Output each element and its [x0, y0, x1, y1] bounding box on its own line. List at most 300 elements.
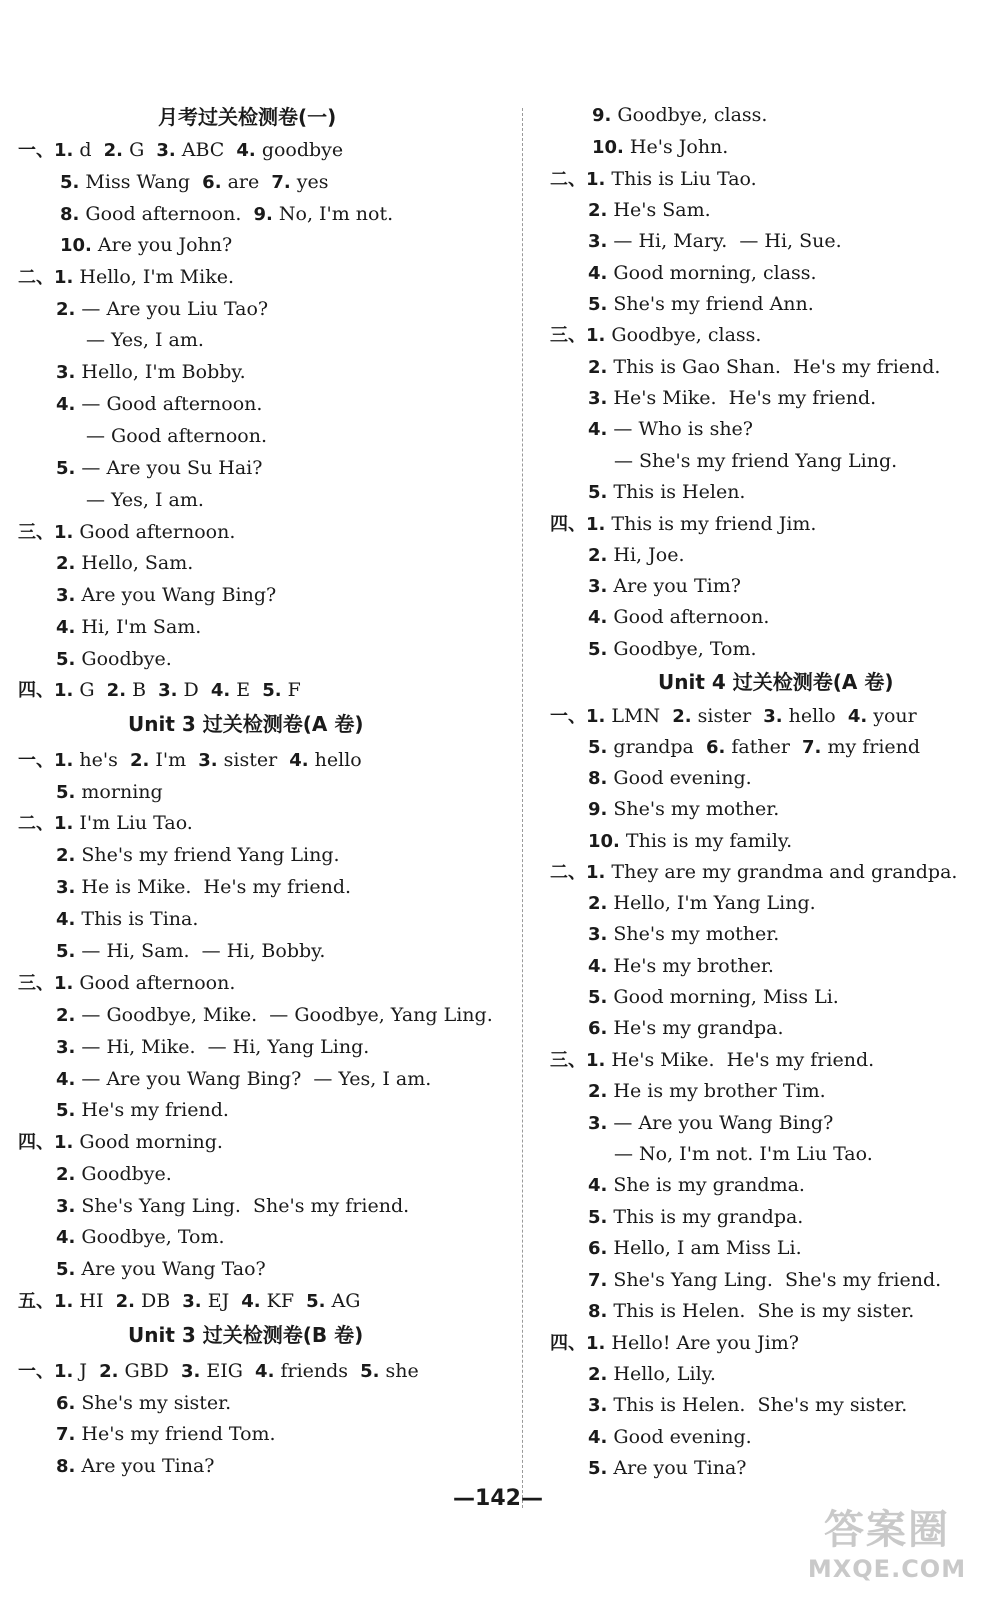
question-number: 2.	[588, 893, 608, 914]
answer-text: Good morning, Miss Li.	[607, 986, 839, 1008]
section-heading: Unit 3 过关检测卷(A 卷)	[128, 712, 364, 736]
question-number: 2.	[115, 1291, 135, 1312]
answer-text: — Who is she?	[607, 418, 753, 440]
question-number: 4.	[588, 1175, 608, 1196]
answer-line	[588, 601, 769, 633]
watermark-cn: 答案圈	[824, 1507, 950, 1553]
question-number: 1.	[586, 325, 606, 346]
answer-line	[56, 547, 193, 579]
answer-text: DB	[134, 1290, 183, 1312]
answer-text: Hi, I'm Sam.	[75, 616, 202, 638]
page-number: —142—	[453, 1486, 543, 1511]
answer-text: Good evening.	[607, 1426, 752, 1448]
question-number: 4.	[56, 1227, 76, 1248]
answer-line	[56, 293, 268, 325]
answer-line	[18, 674, 301, 706]
question-number: 8.	[588, 768, 608, 789]
question-number: 4.	[289, 750, 309, 771]
answer-line	[56, 579, 276, 611]
question-number: 2.	[588, 545, 608, 566]
answer-line	[56, 1094, 229, 1126]
answer-text: — Hi, Mary. — Hi, Sue.	[607, 230, 842, 252]
section-number: 三、	[18, 522, 54, 543]
answer-text: This is my friend Jim.	[605, 513, 817, 535]
question-number: 5.	[56, 649, 76, 670]
answer-text: This is Helen. She's my sister.	[607, 1394, 908, 1416]
answer-line	[18, 967, 235, 999]
answer-line	[588, 382, 876, 414]
answer-line	[588, 793, 779, 825]
answer-line	[588, 1421, 752, 1453]
answer-text: Good afternoon.	[73, 521, 236, 543]
answer-line	[588, 762, 752, 794]
answer-text: J	[73, 1360, 100, 1382]
answer-line	[588, 1201, 803, 1233]
question-number: 10.	[588, 831, 620, 852]
question-number: 5.	[262, 680, 282, 701]
answer-text: — Hi, Sam. — Hi, Bobby.	[75, 940, 326, 962]
section-number: 一、	[18, 1361, 54, 1382]
answer-line	[56, 452, 262, 484]
section-number: 二、	[18, 267, 54, 288]
answer-text: Hello, I'm Bobby.	[75, 361, 246, 383]
answer-line	[56, 356, 246, 388]
question-number: 5.	[588, 294, 608, 315]
question-number: 5.	[306, 1291, 326, 1312]
question-number: 1.	[54, 973, 74, 994]
question-number: 5.	[56, 1100, 76, 1121]
question-number: 5.	[60, 172, 80, 193]
answer-text: He's my friend Tom.	[75, 1423, 276, 1445]
answer-line	[18, 134, 343, 166]
question-number: 7.	[56, 1424, 76, 1445]
answer-text: Good afternoon.	[607, 606, 770, 628]
answer-text: He's Mike. He's my friend.	[607, 387, 877, 409]
answer-line	[588, 570, 741, 602]
answer-line	[550, 1327, 799, 1359]
answer-text: Goodbye, Tom.	[75, 1226, 225, 1248]
answer-text: GBD	[118, 1360, 181, 1382]
answer-text: This is Liu Tao.	[605, 168, 757, 190]
question-number: 4.	[588, 607, 608, 628]
answer-text: — Are you Su Hai?	[75, 457, 263, 479]
section-number: 一、	[18, 140, 54, 161]
answer-text: — Are you Liu Tao?	[75, 298, 269, 320]
answer-line	[56, 903, 198, 935]
question-number: 2.	[56, 553, 76, 574]
answer-text: Miss Wang	[79, 171, 203, 193]
question-number: 7.	[802, 737, 822, 758]
question-number: 3.	[56, 1196, 76, 1217]
answer-text: He is my brother Tim.	[607, 1080, 826, 1102]
answer-text: Are you Tim?	[607, 575, 741, 597]
question-number: 5.	[588, 737, 608, 758]
answer-line	[588, 731, 920, 763]
question-number: 3.	[56, 585, 76, 606]
question-number: 2.	[672, 706, 692, 727]
question-number: 6.	[588, 1238, 608, 1259]
question-number: 5.	[588, 1458, 608, 1479]
question-number: 2.	[588, 1364, 608, 1385]
answer-line	[56, 1387, 231, 1419]
section-number: 三、	[18, 973, 54, 994]
answer-text: No, I'm not.	[272, 203, 394, 225]
question-number: 3.	[156, 140, 176, 161]
answer-line	[18, 1355, 419, 1387]
question-number: 5.	[56, 458, 76, 479]
answer-text: EIG	[200, 1360, 256, 1382]
answer-line	[56, 776, 163, 808]
question-number: 2.	[588, 357, 608, 378]
answer-line	[550, 1044, 874, 1076]
section-number: 一、	[550, 706, 586, 727]
answer-text: goodbye	[255, 139, 344, 161]
answer-text: she	[379, 1360, 419, 1382]
answer-text: She's Yang Ling. She's my friend.	[607, 1269, 942, 1291]
answer-line	[56, 1158, 172, 1190]
answer-text: He's John.	[623, 136, 729, 158]
section-heading: 月考过关检测卷(一)	[158, 105, 337, 129]
answer-text: — Good afternoon.	[75, 393, 263, 415]
question-number: 4.	[847, 706, 868, 727]
answer-text: Hello, I'm Yang Ling.	[607, 892, 816, 914]
question-number: 1.	[54, 1132, 74, 1153]
answer-text: This is Tina.	[75, 908, 199, 930]
answer-text: He's Mike. He's my friend.	[605, 1049, 875, 1071]
answer-text: I'm Liu Tao.	[73, 812, 193, 834]
answer-text: morning	[75, 781, 163, 803]
answer-text: — Goodbye, Mike. — Goodbye, Yang Ling.	[75, 1004, 493, 1026]
answer-text: — Hi, Mike. — Hi, Yang Ling.	[75, 1036, 370, 1058]
answer-line	[588, 1358, 716, 1390]
question-number: 6.	[705, 737, 726, 758]
answer-text: Are you John?	[91, 234, 233, 256]
question-number: 5.	[588, 1207, 608, 1228]
question-number: 4.	[210, 680, 231, 701]
question-number: 5.	[56, 782, 76, 803]
question-number: 3.	[56, 1037, 76, 1058]
answer-text: Goodbye, Tom.	[607, 638, 757, 660]
question-number: 8.	[588, 1301, 608, 1322]
answer-text: She's Yang Ling. She's my friend.	[75, 1195, 410, 1217]
answer-line	[56, 1418, 276, 1450]
answer-line	[588, 1264, 941, 1296]
answer-text: This is Gao Shan. He's my friend.	[607, 356, 941, 378]
answer-line	[588, 825, 792, 857]
answer-text: G	[73, 679, 107, 701]
question-number: 2.	[56, 1164, 76, 1185]
answer-text: grandpa	[607, 736, 706, 758]
section-number: 二、	[550, 169, 586, 190]
question-number: 8.	[56, 1456, 76, 1477]
answer-line	[588, 288, 814, 320]
answer-line	[588, 1012, 784, 1044]
question-number: 1.	[586, 514, 606, 535]
question-number: 4.	[56, 1069, 76, 1090]
answer-text: This is my family.	[619, 830, 793, 852]
answer-text: Good afternoon.	[79, 203, 254, 225]
question-number: 5.	[360, 1361, 380, 1382]
answer-line	[588, 225, 842, 257]
answer-text: Goodbye.	[75, 648, 172, 670]
answer-line	[550, 856, 957, 888]
question-number: 4.	[56, 617, 76, 638]
question-number: 4.	[255, 1361, 275, 1382]
answer-text: Are you Wang Bing?	[75, 584, 277, 606]
answer-text: Hello, I am Miss Li.	[607, 1237, 802, 1259]
question-number: 6.	[56, 1393, 76, 1414]
question-number: 4.	[56, 394, 76, 415]
question-number: 5.	[56, 1259, 76, 1280]
answer-line	[588, 1295, 914, 1327]
answer-text: Hello, Lily.	[607, 1363, 716, 1385]
answer-line	[588, 476, 745, 508]
question-number: 9.	[592, 105, 612, 126]
answer-text: Hello, I'm Mike.	[73, 266, 235, 288]
question-number: 3.	[158, 680, 178, 701]
question-number: 1.	[54, 1361, 74, 1382]
answer-line	[588, 539, 684, 571]
answer-text: EJ	[201, 1290, 242, 1312]
answer-text: hello	[308, 749, 362, 771]
answer-text: This is Helen. She is my sister.	[607, 1300, 915, 1322]
question-number: 6.	[202, 172, 222, 193]
question-number: 4.	[588, 956, 608, 977]
answer-line	[588, 918, 779, 950]
answer-line	[18, 807, 193, 839]
answer-text: father	[725, 736, 803, 758]
answer-text: G	[123, 139, 157, 161]
question-number: 4.	[241, 1291, 261, 1312]
answer-line	[588, 1075, 826, 1107]
question-number: 3.	[588, 576, 608, 597]
answer-text: ABC	[175, 139, 237, 161]
answer-line	[60, 166, 328, 198]
answer-line	[56, 1031, 369, 1063]
section-number: 四、	[550, 514, 586, 535]
question-number: 3.	[56, 877, 76, 898]
answer-text: They are my grandma and grandpa.	[605, 861, 958, 883]
answer-line	[588, 1452, 746, 1484]
answer-text: F	[281, 679, 301, 701]
question-number: 3.	[181, 1361, 201, 1382]
answer-text: — Are you Wang Bing? — Yes, I am.	[75, 1068, 432, 1090]
answer-line: — She's my friend Yang Ling.	[614, 450, 898, 472]
answer-line	[56, 1253, 266, 1285]
section-number: 四、	[18, 680, 54, 701]
answer-text: She's my mother.	[607, 923, 780, 945]
section-number: 一、	[18, 750, 54, 771]
question-number: 5.	[56, 941, 76, 962]
question-number: 3.	[588, 1113, 608, 1134]
question-number: 1.	[586, 862, 606, 883]
question-number: 4.	[588, 419, 608, 440]
answer-line: — Yes, I am.	[86, 329, 204, 351]
answer-text: are	[221, 171, 272, 193]
question-number: 1.	[586, 1333, 606, 1354]
answer-line	[56, 643, 172, 675]
question-number: 1.	[586, 169, 606, 190]
answer-text: Are you Tina?	[75, 1455, 215, 1477]
answer-text: Good morning, class.	[607, 262, 817, 284]
answer-line	[588, 887, 816, 919]
answer-line	[550, 319, 761, 351]
question-number: 3.	[182, 1291, 202, 1312]
watermark-en: MXQE.COM	[807, 1555, 967, 1583]
answer-text: my friend	[821, 736, 921, 758]
answer-text: sister	[217, 749, 290, 771]
answer-text: I'm	[149, 749, 199, 771]
answer-line	[18, 261, 234, 293]
answer-line	[592, 99, 767, 131]
answer-text: Hello! Are you Jim?	[605, 1332, 799, 1354]
question-number: 2.	[56, 1005, 76, 1026]
answer-text: AG	[325, 1290, 361, 1312]
answer-line	[60, 229, 232, 261]
column-divider	[522, 108, 523, 1508]
answer-line	[588, 1107, 833, 1139]
answer-text: He's my grandpa.	[607, 1017, 784, 1039]
answer-text: He's Sam.	[607, 199, 711, 221]
answer-line	[56, 388, 262, 420]
answer-line	[588, 194, 711, 226]
section-number: 二、	[550, 862, 586, 883]
answer-text: your	[867, 705, 917, 727]
answer-line	[18, 744, 362, 776]
answer-text: This is my grandpa.	[607, 1206, 804, 1228]
question-number: 1.	[54, 267, 74, 288]
answer-text: Are you Tina?	[607, 1457, 747, 1479]
question-number: 9.	[588, 799, 608, 820]
answer-text: B	[126, 679, 159, 701]
answer-line	[60, 198, 393, 230]
question-number: 5.	[588, 987, 608, 1008]
answer-line	[592, 131, 728, 163]
answer-line	[588, 950, 774, 982]
answer-text: He's my friend.	[75, 1099, 229, 1121]
question-number: 1.	[54, 522, 74, 543]
question-number: 2.	[129, 750, 150, 771]
question-number: 1.	[586, 1050, 606, 1071]
answer-line	[588, 1169, 805, 1201]
answer-text: Good evening.	[607, 767, 752, 789]
answer-text: Hi, Joe.	[607, 544, 685, 566]
question-number: 1.	[54, 813, 74, 834]
answer-text: HI	[73, 1290, 116, 1312]
answer-line	[56, 999, 493, 1031]
section-number: 三、	[550, 325, 586, 346]
question-number: 4.	[588, 1427, 608, 1448]
answer-text: d	[73, 139, 104, 161]
answer-text: he's	[73, 749, 130, 771]
answer-text: E	[230, 679, 263, 701]
answer-text: KF	[260, 1290, 307, 1312]
answer-text: She's my friend Yang Ling.	[75, 844, 340, 866]
section-number: 五、	[18, 1291, 54, 1312]
answer-text: Goodbye, class.	[605, 324, 762, 346]
answer-line	[18, 1285, 360, 1317]
answer-text: She's my sister.	[75, 1392, 232, 1414]
answer-text: Goodbye.	[75, 1163, 172, 1185]
question-number: 9.	[253, 204, 273, 225]
answer-line	[588, 1232, 802, 1264]
answer-text: She's my friend Ann.	[607, 293, 814, 315]
question-number: 3.	[198, 750, 218, 771]
question-number: 2.	[103, 140, 124, 161]
answer-text: Are you Wang Tao?	[75, 1258, 266, 1280]
question-number: 6.	[588, 1018, 608, 1039]
question-number: 3.	[588, 388, 608, 409]
answer-line	[56, 1221, 225, 1253]
answer-text: She is my grandma.	[607, 1174, 805, 1196]
question-number: 2.	[588, 1081, 608, 1102]
question-number: 3.	[588, 231, 608, 252]
question-number: 10.	[592, 137, 624, 158]
question-number: 3.	[588, 1395, 608, 1416]
question-number: 5.	[588, 639, 608, 660]
answer-line	[56, 611, 201, 643]
question-number: 1.	[54, 750, 74, 771]
answer-line: — Yes, I am.	[86, 489, 204, 511]
answer-line: — Good afternoon.	[86, 425, 268, 447]
answer-line	[588, 1389, 907, 1421]
answer-text: She's my mother.	[607, 798, 780, 820]
answer-text: LMN	[605, 705, 673, 727]
question-number: 1.	[54, 140, 74, 161]
question-number: 4.	[588, 263, 608, 284]
answer-text: Good afternoon.	[73, 972, 236, 994]
answer-text: hello	[782, 705, 848, 727]
answer-line	[550, 700, 917, 732]
answer-text: — Are you Wang Bing?	[607, 1112, 834, 1134]
question-number: 1.	[54, 680, 74, 701]
question-number: 2.	[56, 845, 76, 866]
answer-text: This is Helen.	[607, 481, 746, 503]
question-number: 3.	[56, 362, 76, 383]
answer-line	[56, 1190, 409, 1222]
question-number: 7.	[271, 172, 291, 193]
answer-line	[56, 871, 351, 903]
answer-text: He is Mike. He's my friend.	[75, 876, 352, 898]
question-number: 3.	[588, 924, 608, 945]
question-number: 4.	[56, 909, 76, 930]
answer-line	[588, 633, 757, 665]
answer-text: Hello, Sam.	[75, 552, 194, 574]
question-number: 3.	[763, 706, 783, 727]
answer-line	[550, 163, 757, 195]
answer-line	[588, 351, 940, 383]
answer-line	[18, 516, 235, 548]
watermark-logo	[792, 1506, 982, 1594]
answer-text: Goodbye, class.	[611, 104, 768, 126]
section-heading: Unit 4 过关检测卷(A 卷)	[658, 670, 894, 694]
answer-line	[56, 839, 340, 871]
question-number: 2.	[99, 1361, 119, 1382]
answer-line	[56, 935, 325, 967]
question-number: 1.	[586, 706, 606, 727]
answer-line	[56, 1063, 431, 1095]
answer-line	[588, 257, 817, 289]
answer-line	[588, 413, 753, 445]
question-number: 10.	[60, 235, 92, 256]
answer-text: sister	[691, 705, 764, 727]
section-number: 四、	[550, 1333, 586, 1354]
question-number: 2.	[106, 680, 127, 701]
answer-line	[18, 1126, 223, 1158]
answer-text: yes	[290, 171, 329, 193]
section-heading: Unit 3 过关检测卷(B 卷)	[128, 1323, 364, 1347]
answer-text: friends	[274, 1360, 361, 1382]
